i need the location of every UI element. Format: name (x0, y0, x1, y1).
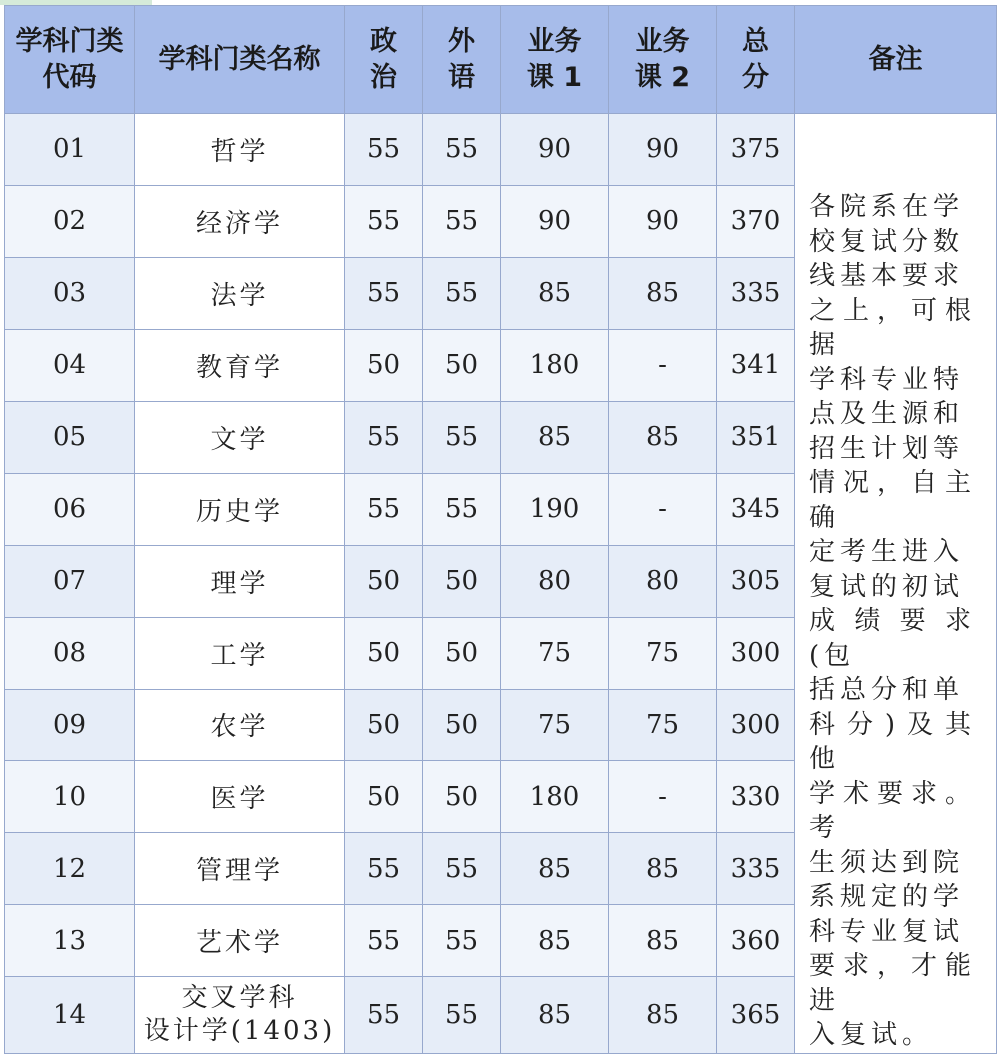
total-score: 300 (717, 689, 795, 761)
category-code: 04 (5, 329, 135, 401)
category-code: 02 (5, 185, 135, 257)
language-score: 55 (423, 905, 501, 977)
header-category-name[interactable]: 学科门类名称 (135, 6, 345, 114)
course1-score: 85 (501, 833, 609, 905)
politics-score: 55 (345, 977, 423, 1053)
note-line: 线基本要求 (809, 261, 965, 291)
politics-score: 55 (345, 185, 423, 257)
header-course-2[interactable]: 业务 课 2 (609, 6, 717, 114)
course1-score: 90 (501, 114, 609, 186)
note-line: 之上，可根据 (809, 295, 976, 360)
language-score: 55 (423, 185, 501, 257)
language-score: 55 (423, 257, 501, 329)
language-score: 50 (423, 617, 501, 689)
header-category-code[interactable]: 学科门类 代码 (5, 6, 135, 114)
politics-score: 55 (345, 473, 423, 545)
course2-score: 90 (609, 114, 717, 186)
category-code: 13 (5, 905, 135, 977)
note-line: 成绩要求(包 (809, 606, 976, 671)
category-code: 07 (5, 545, 135, 617)
category-name: 历史学 (135, 473, 345, 545)
header-total-score[interactable]: 总 分 (717, 6, 795, 114)
language-score: 50 (423, 329, 501, 401)
total-score: 370 (717, 185, 795, 257)
category-name: 经济学 (135, 185, 345, 257)
note-line: 科专业复试 (809, 916, 965, 947)
note-line: 生须达到院 (809, 847, 965, 878)
politics-score: 55 (345, 905, 423, 977)
course2-score: 80 (609, 545, 717, 617)
total-score: 335 (717, 833, 795, 905)
total-score: 300 (717, 617, 795, 689)
course2-score: 75 (609, 689, 717, 761)
header-course-1[interactable]: 业务 课 1 (501, 6, 609, 114)
category-name: 哲学 (135, 114, 345, 186)
note-line: 学科专业特 (809, 364, 965, 395)
category-code: 10 (5, 761, 135, 833)
total-score: 365 (717, 977, 795, 1053)
total-score: 351 (717, 401, 795, 473)
course1-score: 80 (501, 545, 609, 617)
category-name: 文学 (135, 401, 345, 473)
note-line: 情况，自主确 (809, 468, 976, 533)
note-line: 招生计划等 (809, 433, 965, 464)
category-code: 08 (5, 617, 135, 689)
language-score: 55 (423, 473, 501, 545)
total-score: 305 (717, 545, 795, 617)
course1-score: 85 (501, 401, 609, 473)
category-code: 05 (5, 401, 135, 473)
course1-score: 180 (501, 329, 609, 401)
politics-score: 55 (345, 401, 423, 473)
category-name: 理学 (135, 545, 345, 617)
total-score: 375 (717, 114, 795, 186)
header-notes[interactable]: 备注 (795, 6, 997, 114)
category-name: 医学 (135, 761, 345, 833)
course1-score: 85 (501, 977, 609, 1053)
category-name: 农学 (135, 689, 345, 761)
course1-score: 85 (501, 257, 609, 329)
note-line: 系规定的学 (809, 882, 965, 912)
category-name: 教育学 (135, 329, 345, 401)
category-name: 法学 (135, 257, 345, 329)
total-score: 341 (717, 329, 795, 401)
course1-score: 85 (501, 905, 609, 977)
course2-score: 85 (609, 257, 717, 329)
category-code: 12 (5, 833, 135, 905)
course2-score: 85 (609, 977, 717, 1053)
course1-score: 190 (501, 473, 609, 545)
total-score: 335 (717, 257, 795, 329)
note-line: 科分)及其他 (809, 709, 976, 774)
course2-score: - (609, 473, 717, 545)
politics-score: 50 (345, 617, 423, 689)
note-line: 各院系在学 (809, 192, 965, 222)
language-score: 55 (423, 401, 501, 473)
course2-score: 85 (609, 833, 717, 905)
course1-score: 90 (501, 185, 609, 257)
politics-score: 55 (345, 833, 423, 905)
table-row (5, 114, 997, 186)
note-line: 要求，才能进 (809, 951, 976, 1016)
language-score: 55 (423, 977, 501, 1053)
header-foreign-language[interactable]: 外 语 (423, 6, 501, 114)
total-score: 330 (717, 761, 795, 833)
admission-score-table (4, 5, 997, 1054)
notes-cell (795, 114, 997, 1054)
course2-score: - (609, 329, 717, 401)
course1-score: 75 (501, 689, 609, 761)
language-score: 55 (423, 114, 501, 186)
language-score: 50 (423, 689, 501, 761)
course1-score: 75 (501, 617, 609, 689)
category-code: 14 (5, 977, 135, 1053)
language-score: 50 (423, 761, 501, 833)
category-code: 03 (5, 257, 135, 329)
course2-score: 85 (609, 905, 717, 977)
language-score: 55 (423, 833, 501, 905)
category-code: 09 (5, 689, 135, 761)
category-name: 管理学 (135, 833, 345, 905)
politics-score: 55 (345, 257, 423, 329)
total-score: 360 (717, 905, 795, 977)
category-code: 06 (5, 473, 135, 545)
note-line: 定考生进入 (809, 537, 965, 567)
course2-score: 85 (609, 401, 717, 473)
note-line: 学术要求。考 (809, 778, 976, 843)
politics-score: 50 (345, 545, 423, 617)
note-line: 校复试分数 (809, 226, 965, 257)
politics-score: 50 (345, 761, 423, 833)
total-score: 345 (717, 473, 795, 545)
note-line: 入复试。 (809, 1020, 934, 1050)
header-politics[interactable]: 政 治 (345, 6, 423, 114)
politics-score: 50 (345, 329, 423, 401)
header-row (5, 6, 997, 114)
language-score: 50 (423, 545, 501, 617)
category-name: 交叉学科 设计学(1403) (135, 977, 345, 1053)
course1-score: 180 (501, 761, 609, 833)
note-line: 点及生源和 (809, 399, 965, 429)
course2-score: 90 (609, 185, 717, 257)
politics-score: 50 (345, 689, 423, 761)
politics-score: 55 (345, 114, 423, 186)
course2-score: 75 (609, 617, 717, 689)
category-name: 工学 (135, 617, 345, 689)
note-line: 括总分和单 (809, 675, 965, 705)
course2-score: - (609, 761, 717, 833)
category-name: 艺术学 (135, 905, 345, 977)
category-code: 01 (5, 114, 135, 186)
note-line: 复试的初试 (809, 571, 965, 602)
